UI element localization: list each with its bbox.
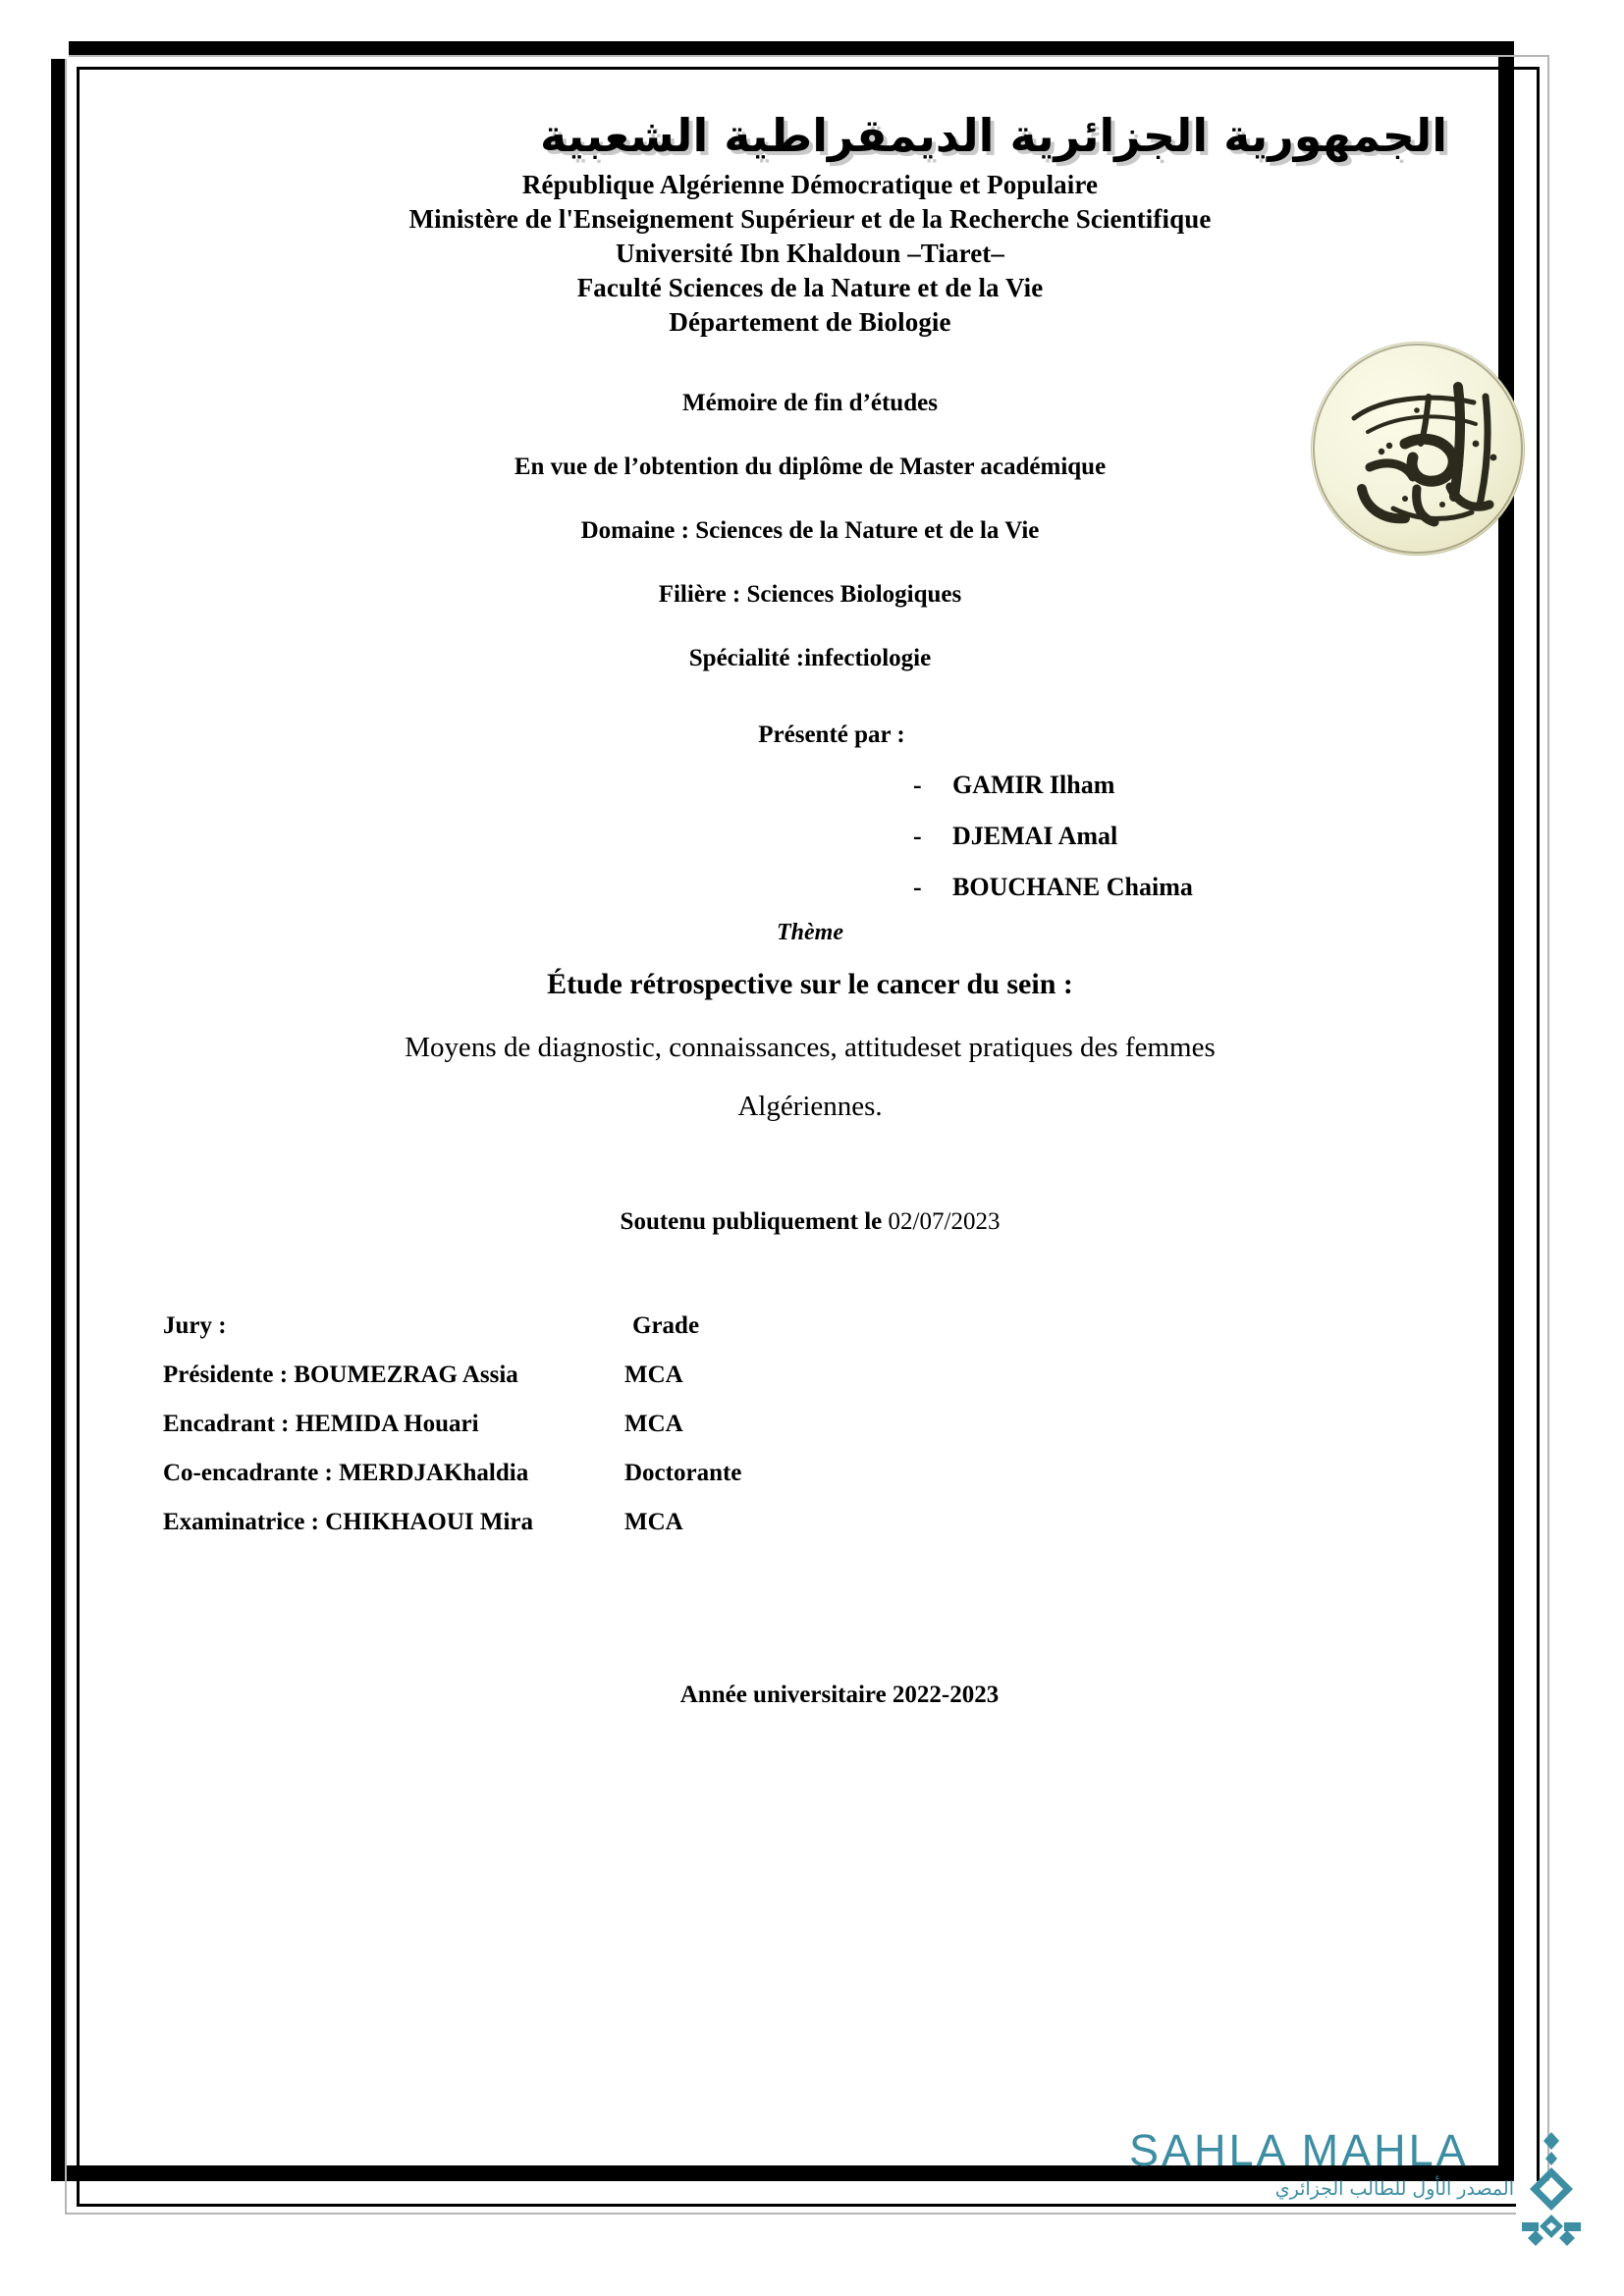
filiere-line: Filière : Sciences Biologiques [658, 581, 962, 609]
thesis-subtitle-line-2: Algériennes. [737, 1090, 883, 1122]
diploma-line: En vue de l’obtention du diplôme de Master académique [514, 454, 1107, 481]
defense-label: Soutenu publiquement le [620, 1208, 883, 1236]
author-name: DJEMAI Amal [952, 822, 1118, 851]
cover-page-content [88, 79, 1532, 2199]
border-mask-bottom-right [1516, 2181, 1624, 2296]
jury-role: Examinatrice : CHIKHAOUI Mira [163, 1509, 534, 1536]
table-row [163, 1411, 1532, 1438]
theme-label: Thème [777, 920, 843, 946]
defense-date: 02/07/2023 [888, 1208, 1001, 1236]
university-logo [1311, 342, 1535, 565]
table-header-row [163, 1312, 1532, 1340]
memoire-label: Mémoire de fin d’études [682, 390, 938, 417]
table-row [163, 1362, 1532, 1389]
column-header-grade: Grade [632, 1312, 700, 1340]
border-mask-top-left [0, 0, 69, 59]
jury-table [88, 1312, 1532, 1536]
academic-year: Année universitaire 2022-2023 [679, 1682, 1000, 1709]
jury-grade: MCA [624, 1411, 683, 1438]
institution-line-ministry: Ministère de l'Enseignement Supérieur et de la Recherche Scientifique [408, 203, 1212, 234]
institution-line-faculty: Faculté Sciences de la Nature et de la Vie [576, 273, 1044, 303]
arabic-republic-heading: الجمهورية الجزائرية الديمقراطية الشعبية [539, 109, 1447, 162]
jury-grade: MCA [624, 1362, 683, 1389]
watermark-brand: SAHLA MAHLA [1129, 2125, 1469, 2175]
bullet-dash: - [913, 771, 922, 800]
jury-grade: MCA [624, 1509, 683, 1536]
jury-role: Présidente : BOUMEZRAG Assia [163, 1362, 518, 1389]
author-list [88, 771, 1532, 902]
bullet-dash: - [913, 873, 922, 902]
author-name: GAMIR Ilham [952, 771, 1115, 800]
watermark-tagline: المصدر الأول للطالب الجزائري [1274, 2178, 1514, 2200]
thesis-subtitle-line-1: Moyens de diagnostic, connaissances, attitudeset pratiques des femmes [405, 1032, 1216, 1064]
institution-line-university: Université Ibn Khaldoun –Tiaret– [615, 239, 1005, 269]
presented-by-label: Présenté par : [758, 721, 905, 749]
university-seal-icon [1311, 342, 1525, 556]
jury-grade: Doctorante [624, 1460, 742, 1487]
list-item [88, 822, 1532, 851]
jury-role: Encadrant : HEMIDA Houari [163, 1411, 479, 1438]
specialite-line: Spécialité :infectiologie [688, 645, 932, 672]
domaine-line: Domaine : Sciences de la Nature et de la Vie [580, 517, 1040, 545]
thesis-title: Étude rétrospective sur le cancer du sein : [547, 968, 1073, 1001]
table-row [163, 1460, 1532, 1487]
bullet-dash: - [913, 822, 922, 851]
jury-role: Co-encadrante : MERDJAKhaldia [163, 1460, 529, 1487]
author-name: BOUCHANE Chaima [952, 873, 1193, 902]
defense-line [88, 1208, 1532, 1236]
institution-line-republic: République Algérienne Démocratique et Populaire [521, 169, 1099, 199]
list-item [88, 771, 1532, 800]
list-item [88, 873, 1532, 902]
table-row [163, 1509, 1532, 1536]
institution-line-department: Département de Biologie [669, 307, 951, 338]
column-header-jury: Jury : [163, 1312, 227, 1340]
